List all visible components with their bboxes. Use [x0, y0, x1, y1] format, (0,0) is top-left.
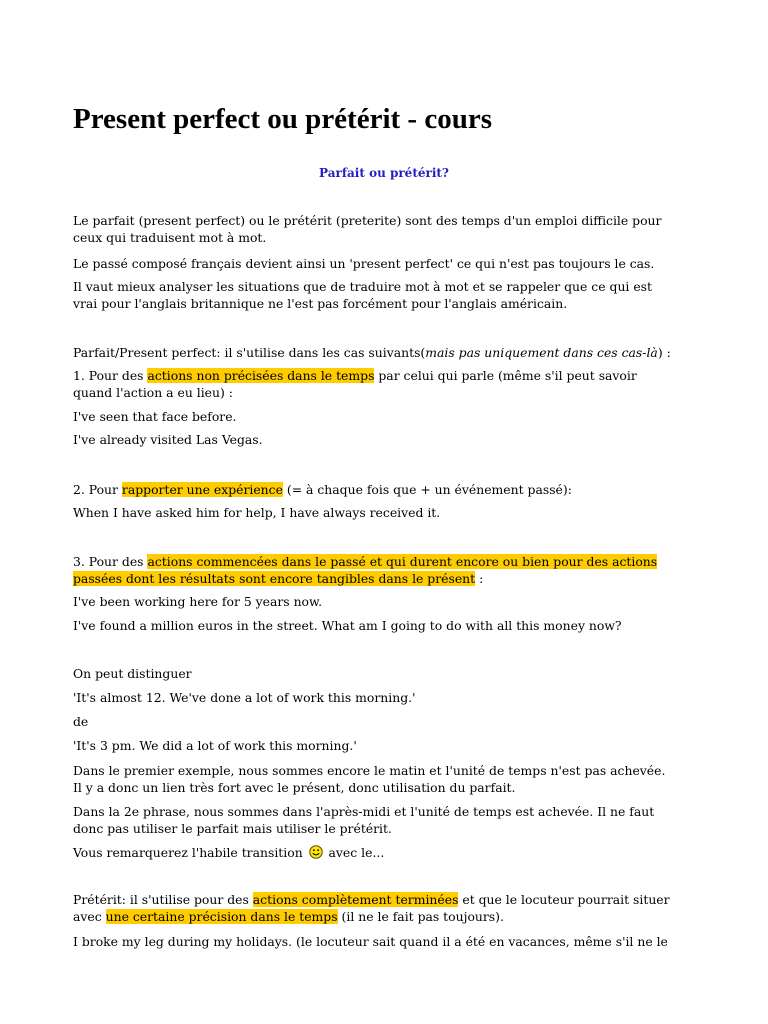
highlight: une certaine précision dans le temps	[105, 908, 338, 924]
case-3: 3. Pour des actions commencées dans le passé et qui durent encore ou bien pour des actions passées dont les résultats sont encore tangibles dans le présent :	[73, 554, 658, 586]
connector-de: de	[73, 714, 89, 729]
text-line: vrai pour l'anglais britannique ne l'est pas forcément pour l'anglais américain.	[73, 295, 568, 311]
text-line: Dans le premier exemple, nous sommes encore le matin et l'unité de temps n'est pas achevée.	[73, 763, 666, 778]
explanation-2	[73, 804, 713, 837]
case-2: 2. Pour rapporter une expérience (= à chaque fois que + un événement passé):	[73, 482, 572, 497]
transition-line: Vous remarquerez l'habile transition avec le...	[73, 845, 385, 860]
example-4b: 'It's 3 pm. We did a lot of work this morning.'	[73, 738, 357, 753]
highlight: actions non précisées dans le temps	[147, 368, 375, 383]
text-line: Il y a donc un lien très fort avec le présent, donc utilisation du parfait.	[73, 779, 516, 795]
highlight: rapporter une expérience	[121, 482, 283, 497]
text-line: Il vaut mieux analyser les situations que de traduire mot à mot et se rappeler que ce qui est	[73, 279, 652, 294]
example-1a: I've seen that face before.	[73, 409, 237, 424]
text-line: Le parfait (present perfect) ou le prétérit (preterite) sont des temps d'un emploi difficile pour	[73, 213, 662, 228]
highlight: actions commencées dans le passé et qui durent encore ou bien pour des actions	[147, 554, 658, 569]
example-3a: I've been working here for 5 years now.	[73, 594, 323, 609]
subtitle: Parfait ou prétérit?	[319, 166, 449, 180]
preterit-example: I broke my leg during my holidays. (le locuteur sait quand il a été en vacances, même s'il ne le	[73, 934, 668, 949]
preterit-heading: Prétérit: il s'utilise pour des actions complètement terminées et que le locuteur pourrait situer avec une certaine précision dans le temps (il ne le fait pas toujours).	[73, 892, 670, 924]
italic-note: mais pas uniquement dans ces cas-là	[425, 345, 658, 360]
case-1: 1. Pour des actions non précisées dans le temps par celui qui parle (même s'il peut savoir quand l'action a eu lieu) :	[73, 368, 637, 400]
explanation-1	[73, 763, 713, 796]
text-line: donc pas utiliser le parfait mais utiliser le prétérit.	[73, 820, 392, 836]
highlight: passées dont les résultats sont encore tangibles dans le présent	[73, 570, 476, 586]
text-line: Dans la 2e phrase, nous sommes dans l'après-midi et l'unité de temps est achevée. Il ne faut	[73, 804, 655, 819]
text-line: ceux qui traduisent mot à mot.	[73, 229, 267, 245]
intro-paragraph-1	[73, 213, 713, 246]
smiley-icon	[309, 845, 323, 859]
intro-paragraph-2: Le passé composé français devient ainsi un 'present perfect' ce qui n'est pas toujours le cas.	[73, 256, 655, 271]
example-2: When I have asked him for help, I have always received it.	[73, 505, 441, 520]
parfait-heading: Parfait/Present perfect: il s'utilise dans les cas suivants(mais pas uniquement dans ces cas-là) :	[73, 345, 671, 360]
example-3b: I've found a million euros in the street. What am I going to do with all this money now?	[73, 618, 622, 633]
example-1b: I've already visited Las Vegas.	[73, 432, 263, 447]
page-title: Present perfect ou prétérit - cours	[73, 103, 492, 135]
example-4a: 'It's almost 12. We've done a lot of work this morning.'	[73, 690, 416, 705]
distinguish-line: On peut distinguer	[73, 666, 192, 681]
intro-paragraph-3	[73, 279, 713, 312]
highlight: actions complètement terminées	[252, 892, 459, 907]
